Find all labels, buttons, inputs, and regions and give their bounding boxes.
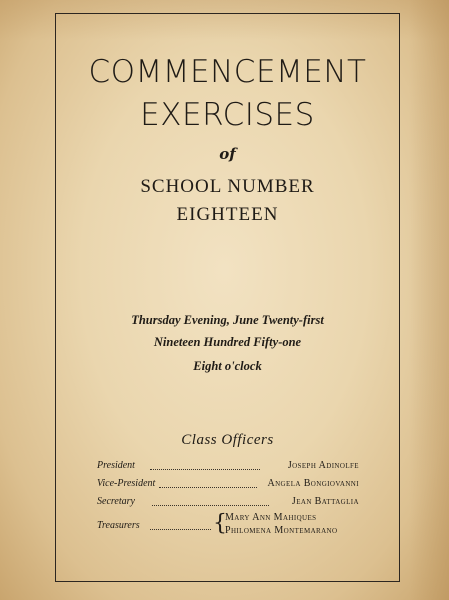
- dot-leader: [150, 457, 260, 470]
- event-year: Nineteen Hundred Fifty-one: [153, 335, 302, 349]
- treasurer-name: Mary Ann Mahiques: [225, 512, 317, 523]
- title-line-2: EXERCISES: [140, 97, 315, 133]
- dot-leader: [150, 517, 211, 530]
- officer-row-vice-president: [97, 478, 359, 492]
- dot-leader: [159, 475, 257, 488]
- officer-row-president: [97, 460, 359, 474]
- event-date: Thursday Evening, June Twenty-first: [131, 313, 324, 327]
- event-time: Eight o'clock: [193, 359, 262, 373]
- paper-stain-right: [409, 0, 449, 600]
- of-word: of: [219, 145, 236, 163]
- officer-name: Jean Battaglia: [291, 496, 359, 507]
- officer-role: Secretary: [97, 496, 135, 507]
- officer-name: Joseph Adinolfe: [287, 460, 359, 471]
- school-line-1: SCHOOL NUMBER: [140, 176, 315, 197]
- officer-role: Treasurers: [97, 520, 140, 531]
- class-officers-heading: Class Officers: [181, 432, 274, 448]
- brace-glyph: {: [213, 511, 227, 536]
- officer-name: Angela Bongiovanni: [267, 478, 359, 489]
- dot-leader: [152, 493, 269, 506]
- title-line-1: COMMENCEMENT: [88, 54, 367, 90]
- officer-role: President: [97, 460, 135, 471]
- officer-row-treasurers: [97, 512, 359, 544]
- school-line-2: EIGHTEEN: [176, 204, 279, 225]
- treasurer-name: Philomena Montemarano: [225, 525, 338, 536]
- officer-role: Vice-President: [97, 478, 156, 489]
- officer-row-secretary: [97, 496, 359, 510]
